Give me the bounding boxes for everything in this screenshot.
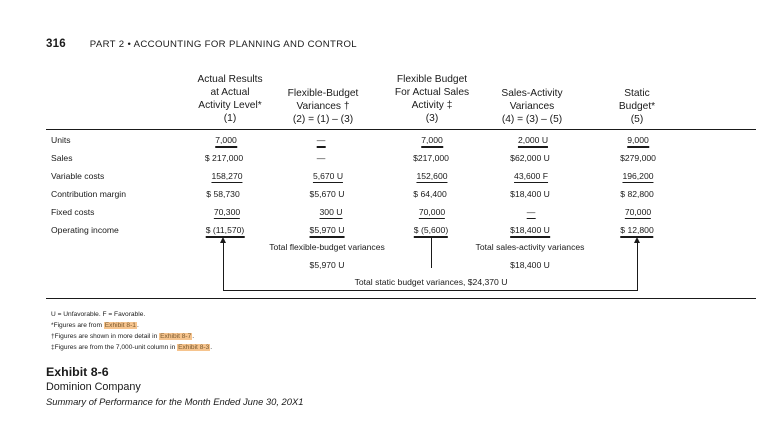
row-label-sales: Sales bbox=[51, 153, 73, 163]
column-heading-actual bbox=[188, 73, 272, 125]
footnote-text: †Figures are shown in more detail in bbox=[51, 333, 160, 340]
cell-salesvar-variable-costs: 43,600 F bbox=[514, 171, 548, 181]
exhibit-subtitle: Summary of Performance for the Month Ended June 30, 20X1 bbox=[46, 396, 304, 407]
cell-salesvar-contribution-margin: $18,400 U bbox=[510, 189, 550, 199]
column-heading-sales-activity bbox=[487, 87, 577, 126]
column-heading-line: Variances † bbox=[296, 101, 350, 112]
cell-static-contribution-margin: $ 82,800 bbox=[620, 189, 654, 199]
bracket-line-flexible bbox=[431, 237, 432, 268]
footnote-1 bbox=[51, 321, 139, 331]
exhibit-company: Dominion Company bbox=[46, 381, 141, 393]
footnote-text: . bbox=[192, 333, 195, 340]
row-label-contribution-margin: Contribution margin bbox=[51, 189, 126, 199]
bracket-line-static bbox=[637, 242, 638, 290]
cell-flexvar-fixed-costs: 300 U bbox=[319, 207, 343, 217]
column-heading-line: Flexible Budget bbox=[396, 74, 468, 85]
column-heading-line: at Actual bbox=[210, 87, 250, 98]
column-heading-line: (1) bbox=[223, 113, 237, 124]
cell-static-operating-income: $ 12,800 bbox=[620, 224, 653, 238]
column-heading-line: Actual Results bbox=[197, 74, 263, 85]
cell-flexvar-units: — bbox=[317, 134, 326, 148]
cell-actual-sales: $ 217,000 bbox=[204, 153, 244, 163]
footnote-legend: U = Unfavorable. F = Favorable. bbox=[51, 311, 146, 318]
total-flexible-variances-value: $5,970 U bbox=[309, 260, 345, 270]
cell-actual-operating-income: $ (11,570) bbox=[206, 224, 245, 238]
cell-salesvar-fixed-costs: — bbox=[526, 207, 536, 217]
column-heading-line: Sales-Activity bbox=[501, 88, 563, 99]
cell-flexbudget-variable-costs: 152,600 bbox=[416, 171, 448, 181]
total-sales-variances-value: $18,400 U bbox=[510, 260, 550, 270]
cell-actual-variable-costs: 158,270 bbox=[211, 171, 243, 181]
cell-actual-fixed-costs: 70,300 bbox=[213, 207, 241, 217]
cell-flexbudget-units: 7,000 bbox=[421, 134, 443, 148]
page-number: 316 bbox=[46, 38, 66, 50]
cell-flexvar-operating-income: $5,970 U bbox=[310, 224, 345, 238]
bracket-line-bottom bbox=[223, 290, 638, 291]
row-label-units: Units bbox=[51, 135, 71, 145]
cell-flexbudget-operating-income: $ (5,600) bbox=[414, 224, 448, 238]
total-static-variances: Total static budget variances, $24,370 U bbox=[354, 277, 508, 287]
table-bottom-rule bbox=[46, 298, 756, 299]
column-heading-line: Static bbox=[624, 88, 650, 99]
cell-flexbudget-sales: $217,000 bbox=[413, 153, 449, 163]
column-heading-line: Variances bbox=[509, 101, 555, 112]
column-heading-flexible-budget bbox=[381, 73, 483, 125]
cell-flexbudget-fixed-costs: 70,000 bbox=[418, 207, 446, 217]
cell-static-sales: $279,000 bbox=[620, 153, 656, 163]
row-label-fixed-costs: Fixed costs bbox=[51, 207, 95, 217]
table-top-rule bbox=[46, 129, 756, 130]
column-heading-line: (5) bbox=[630, 114, 644, 125]
column-heading-flexible-variances bbox=[279, 87, 367, 126]
column-heading-line: (3) bbox=[425, 113, 439, 124]
row-label-operating-income: Operating income bbox=[51, 225, 119, 235]
total-sales-variances-label: Total sales-activity variances bbox=[475, 242, 585, 252]
cell-actual-units: 7,000 bbox=[215, 134, 237, 148]
cell-static-variable-costs: 196,200 bbox=[622, 171, 654, 181]
column-heading-line: Activity ‡ bbox=[411, 100, 453, 111]
row-label-variable-costs: Variable costs bbox=[51, 171, 105, 181]
footnote-3 bbox=[51, 343, 212, 353]
cell-flexbudget-contribution-margin: $ 64,400 bbox=[413, 189, 447, 199]
footnote-text: . bbox=[136, 322, 139, 329]
exhibit-link[interactable]: Exhibit 8-7 bbox=[160, 333, 192, 340]
total-flexible-variances-label: Total flexible-budget variances bbox=[269, 242, 385, 252]
cell-static-units: 9,000 bbox=[627, 134, 649, 148]
column-heading-line: For Actual Sales bbox=[394, 87, 470, 98]
column-heading-line: Budget* bbox=[618, 101, 656, 112]
page-header bbox=[46, 38, 357, 54]
column-heading-line: (2) = (1) – (3) bbox=[292, 114, 354, 125]
exhibit-link[interactable]: Exhibit 8-1 bbox=[104, 322, 136, 329]
cell-salesvar-sales: $62,000 U bbox=[510, 153, 550, 163]
running-head: PART 2 • ACCOUNTING FOR PLANNING AND CONTROL bbox=[89, 39, 357, 50]
cell-flexvar-sales: — bbox=[316, 153, 326, 163]
cell-actual-contribution-margin: $ 58,730 bbox=[206, 189, 240, 199]
exhibit-link[interactable]: Exhibit 8-3 bbox=[178, 344, 210, 351]
exhibit-title: Exhibit 8-6 bbox=[46, 365, 109, 379]
cell-flexvar-contribution-margin: $5,670 U bbox=[309, 189, 345, 199]
footnote-text: . bbox=[210, 344, 213, 351]
column-heading-line: (4) = (3) – (5) bbox=[501, 114, 563, 125]
cell-salesvar-units: 2,000 U bbox=[518, 134, 548, 148]
cell-salesvar-operating-income: $18,400 U bbox=[510, 224, 550, 238]
footnote-2 bbox=[51, 332, 194, 342]
footnote-text: ‡Figures are from the 7,000-unit column in bbox=[51, 344, 178, 351]
cell-static-fixed-costs: 70,000 bbox=[624, 207, 652, 217]
column-heading-line: Activity Level* bbox=[198, 100, 262, 111]
cell-flexvar-variable-costs: 5,670 U bbox=[312, 171, 344, 181]
bracket-line-actual bbox=[223, 242, 224, 290]
column-heading-line: Flexible-Budget bbox=[287, 88, 359, 99]
column-heading-static-budget bbox=[606, 87, 668, 126]
footnote-text: *Figures are from bbox=[51, 322, 104, 329]
